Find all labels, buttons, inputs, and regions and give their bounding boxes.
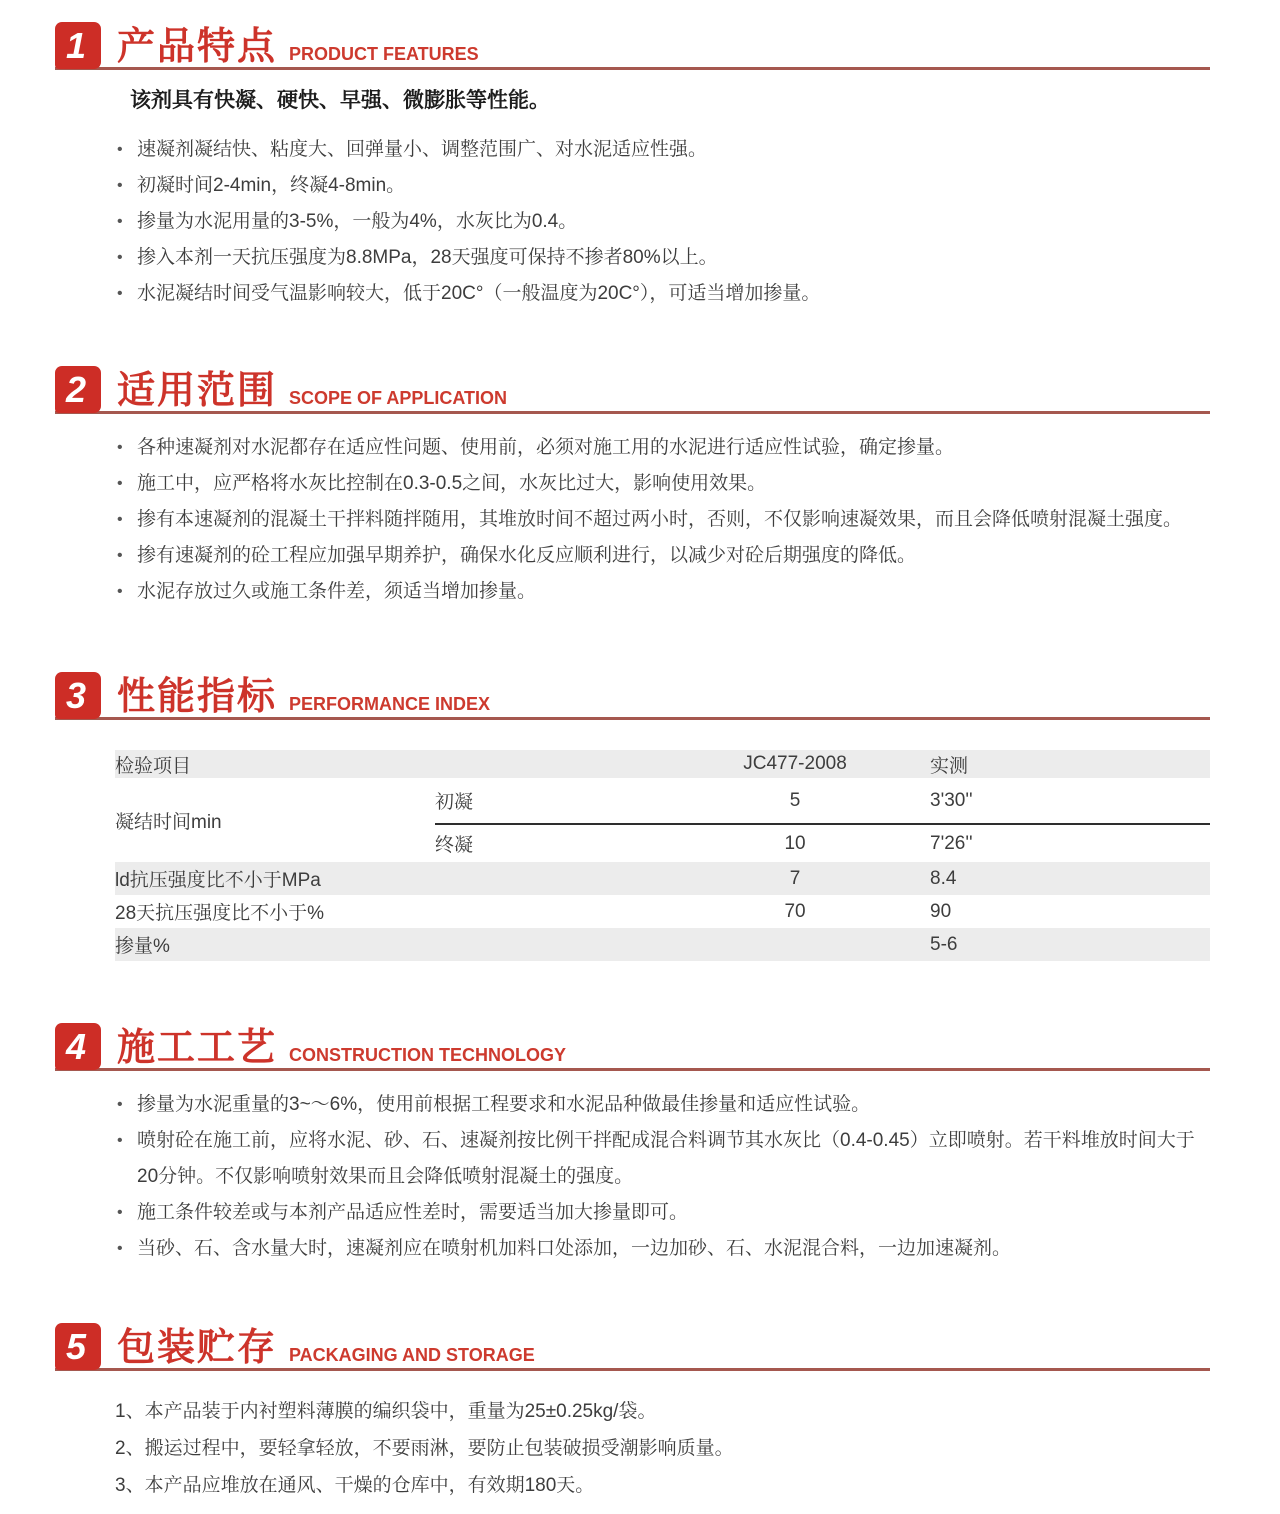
section-1-header <box>55 22 1210 70</box>
table-row-1d-strength <box>115 862 1210 895</box>
bullet-item: • 掺有本速凝剂的混凝土干拌料随拌随用，其堆放时间不超过两小时，否则，不仅影响速凝效果，而且会降低喷射混凝土强度。 <box>115 502 1215 538</box>
bullet-item: • 掺量为水泥重量的3~～6%，使用前根据工程要求和水泥品种做最佳掺量和适应性试验。 <box>115 1087 1215 1123</box>
performance-table <box>115 750 1210 961</box>
section-2-subtitle: SCOPE OF APPLICATION <box>289 388 508 408</box>
setting-time-label: 凝结时间min <box>115 811 222 833</box>
table-row-initial-setting <box>115 778 1210 824</box>
bullet-item: • 水泥存放过久或施工条件差，须适当增加掺量。 <box>115 574 1215 610</box>
section-3-title: 性能指标 <box>117 676 278 718</box>
table-row-28d-strength <box>115 895 1210 928</box>
list-item: 3、本产品应堆放在通风、干燥的仓库中，有效期180天。 <box>115 1475 595 1496</box>
section-product-features <box>55 22 1210 312</box>
bullet-item: • 喷射砼在施工前，应将水泥、砂、石、速凝剂按比例干拌配成混合料调节其水灰比（0.4-0.45）立即喷射。若干料堆放时间大于20分钟。不仅影响喷射效果而且会降低喷射混凝土的强度。 <box>115 1123 1215 1195</box>
section-number: 2 <box>65 368 87 410</box>
bullet-item: • 掺有速凝剂的砼工程应加强早期养护，确保水化反应顺利进行，以减少对砼后期强度的降低。 <box>115 538 1215 574</box>
section-2-number-badge <box>55 366 101 413</box>
bullet-item: • 施工条件较差或与本剂产品适应性差时，需要适当加大掺量即可。 <box>115 1195 1215 1231</box>
bullet-item: • 当砂、石、含水量大时，速凝剂应在喷射机加料口处添加，一边加砂、石、水泥混合料，一边加速凝剂。 <box>115 1231 1215 1267</box>
final-setting-actual: 7'26'' <box>930 832 973 854</box>
dosage-actual: 5-6 <box>930 928 1210 961</box>
section-1-title: 产品特点 <box>117 26 278 68</box>
section-4-title: 施工工艺 <box>117 1027 278 1069</box>
section-4-bullet-list <box>115 1087 1215 1267</box>
section-construction-technology <box>55 1023 1210 1267</box>
final-setting-label: 终凝 <box>435 835 474 856</box>
list-item: 1、本产品装于内衬塑料薄膜的编织袋中，重量为25±0.25kg/袋。 <box>115 1401 657 1422</box>
section-1-content <box>115 86 1215 312</box>
1d-strength-actual: 8.4 <box>930 862 1210 895</box>
section-4-header <box>55 1023 1210 1071</box>
initial-setting-standard: 5 <box>660 778 930 824</box>
section-number: 1 <box>65 24 87 66</box>
section-2-bullet-list <box>115 430 1215 610</box>
section-number: 4 <box>65 1025 87 1067</box>
section-5-title: 包装贮存 <box>117 1327 278 1369</box>
table-header-actual: 实测 <box>930 750 1210 778</box>
section-5-numbered-list <box>115 1393 1215 1504</box>
section-3-number-badge <box>55 672 101 719</box>
section-5-content <box>115 1393 1215 1504</box>
dosage-standard <box>660 928 930 961</box>
28d-strength-standard: 70 <box>784 900 806 922</box>
initial-setting-actual: 3'30'' <box>930 778 1210 824</box>
section-2-header <box>55 366 1210 414</box>
dosage-label: 掺量% <box>115 928 660 961</box>
final-setting-standard: 10 <box>784 832 806 854</box>
table-header-row <box>115 750 1210 778</box>
section-scope-of-application <box>55 366 1210 610</box>
section-1-bullet-list <box>115 132 1215 312</box>
section-1-subtitle: PRODUCT FEATURES <box>289 44 479 64</box>
section-5-subtitle: PACKAGING AND STORAGE <box>289 1345 535 1365</box>
initial-setting-label: 初凝 <box>435 778 660 824</box>
section-3-subtitle: PERFORMANCE INDEX <box>289 694 491 714</box>
product-intro-text: 该剂具有快凝、硬快、早强、微膨胀等性能。 <box>130 89 550 112</box>
section-performance-index <box>55 672 1210 961</box>
bullet-item: • 掺入本剂一天抗压强度为8.8MPa，28天强度可保持不掺者80%以上。 <box>115 240 1215 276</box>
28d-strength-actual: 90 <box>930 900 952 922</box>
section-4-content <box>115 1087 1215 1267</box>
section-2-title: 适用范围 <box>117 370 278 412</box>
section-4-number-badge <box>55 1023 101 1070</box>
section-number: 5 <box>65 1325 87 1367</box>
bullet-item: • 初凝时间2-4min，终凝4-8min。 <box>115 168 1215 204</box>
section-4-subtitle: CONSTRUCTION TECHNOLOGY <box>289 1045 567 1065</box>
bullet-item: • 施工中，应严格将水灰比控制在0.3-0.5之间，水灰比过大，影响使用效果。 <box>115 466 1215 502</box>
1d-strength-standard: 7 <box>660 862 930 895</box>
section-5-number-badge <box>55 1323 101 1370</box>
section-packaging-storage <box>55 1323 1210 1504</box>
section-1-number-badge <box>55 22 101 69</box>
section-5-header <box>55 1323 1210 1371</box>
section-3-header <box>55 672 1210 720</box>
section-number: 3 <box>65 674 87 716</box>
bullet-item: • 速凝剂凝结快、粘度大、回弹量小、调整范围广、对水泥适应性强。 <box>115 132 1215 168</box>
bullet-item: • 各种速凝剂对水泥都存在适应性问题、使用前，必须对施工用的水泥进行适应性试验，确定掺量。 <box>115 430 1215 466</box>
bullet-item: • 水泥凝结时间受气温影响较大，低于20C°（一般温度为20C°），可适当增加掺量。 <box>115 276 1215 312</box>
bullet-item: • 掺量为水泥用量的3-5%，一般为4%，水灰比为0.4。 <box>115 204 1215 240</box>
table-header-item: 检验项目 <box>115 750 660 778</box>
table-row-dosage <box>115 928 1210 961</box>
list-item: 2、搬运过程中，要轻拿轻放，不要雨淋，要防止包装破损受潮影响质量。 <box>115 1438 734 1459</box>
1d-strength-label: ld抗压强度比不小于MPa <box>115 862 660 895</box>
28d-strength-label: 28天抗压强度比不小于% <box>115 903 325 924</box>
section-2-content <box>115 430 1215 610</box>
table-header-standard: JC477-2008 <box>660 750 930 778</box>
